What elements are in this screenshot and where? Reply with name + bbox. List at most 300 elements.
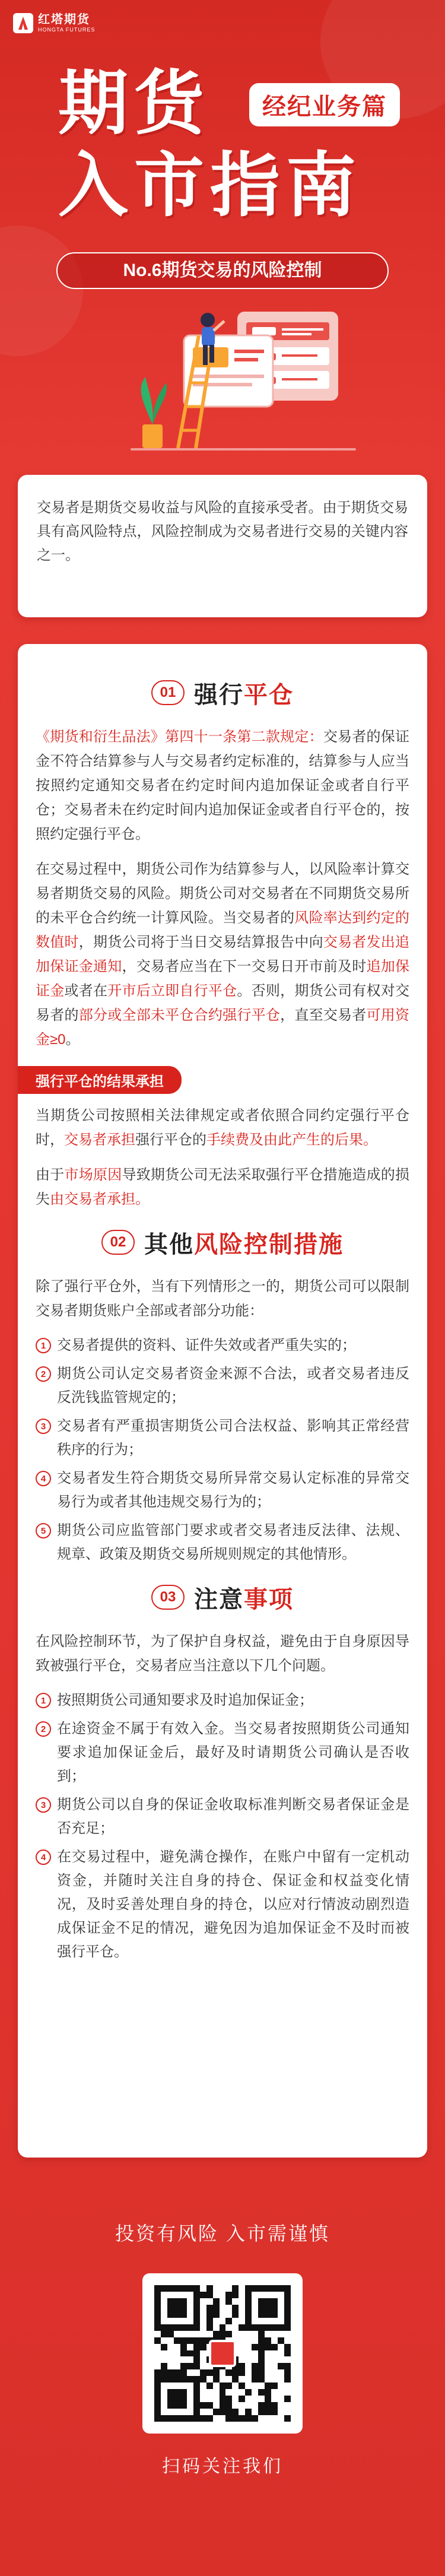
qr-module: [193, 2331, 200, 2337]
header-illustration: [119, 300, 368, 454]
qr-module: [213, 2383, 220, 2389]
qr-module: [239, 2337, 245, 2344]
qr-module: [167, 2318, 174, 2324]
qr-module: [220, 2376, 226, 2383]
qr-module: [206, 2389, 213, 2396]
highlight-text: 交易者承担: [64, 1132, 135, 1148]
qr-module: [284, 2369, 291, 2376]
qr-module: [278, 2383, 284, 2389]
list-item: [36, 1793, 409, 1841]
qr-module: [167, 2311, 174, 2318]
scan-caption: 扫码关注我们: [162, 2457, 283, 2476]
main-card: [18, 644, 427, 2158]
qr-module: [278, 2331, 284, 2337]
qr-module: [206, 2396, 213, 2402]
qr-module: [180, 2311, 187, 2318]
qr-module: [167, 2331, 174, 2337]
qr-module: [187, 2369, 193, 2376]
list-number-badge: 2: [36, 1366, 51, 1382]
section-title-part: 其他: [144, 1231, 194, 1258]
section-lead: 除了强行平仓外，当有下列情形之一的，期货公司可以限制交易者期货账户全部或者部分功能：: [36, 1279, 409, 1319]
qr-module: [225, 2409, 232, 2415]
qr-module: [180, 2298, 187, 2305]
qr-module: [220, 2396, 226, 2402]
list-number-badge: 3: [36, 1419, 51, 1434]
qr-module: [174, 2383, 180, 2389]
qr-module: [258, 2376, 265, 2383]
list-item-text: 期货公司应监管部门要求或者交易者违反法律、法规、规章、政策及期货交易所规则规定的其他情形。: [57, 1522, 409, 1562]
qr-module: [200, 2344, 206, 2350]
qr-module: [220, 2305, 226, 2311]
qr-module: [193, 2369, 200, 2376]
law-reference: 《期货和衍生品法》第四十一条第二款规定：: [36, 729, 323, 745]
qr-module: [154, 2318, 161, 2324]
highlight-text: 可用资金≥0: [36, 1007, 410, 1048]
qr-module: [258, 2396, 265, 2402]
qr-module: [154, 2396, 161, 2402]
qr-module: [193, 2344, 200, 2350]
qr-module: [200, 2415, 206, 2422]
qr-module: [213, 2331, 220, 2337]
notes-list: [36, 1689, 409, 1964]
qr-module: [154, 2337, 161, 2344]
qr-code[interactable]: [142, 2273, 303, 2434]
qr-module: [284, 2356, 291, 2363]
qr-module: [265, 2350, 271, 2357]
qr-module: [167, 2363, 174, 2369]
qr-module: [154, 2298, 161, 2305]
qr-module: [180, 2363, 187, 2369]
qr-module: [161, 2402, 167, 2409]
qr-module: [278, 2415, 284, 2422]
qr-module: [220, 2383, 226, 2389]
qr-module: [265, 2402, 271, 2409]
qr-module: [265, 2337, 271, 2344]
qr-module: [239, 2318, 245, 2324]
qr-module: [193, 2324, 200, 2331]
qr-module: [154, 2305, 161, 2311]
qr-module: [252, 2376, 258, 2383]
qr-module: [245, 2389, 252, 2396]
qr-module: [258, 2363, 265, 2369]
qr-module: [278, 2318, 284, 2324]
qr-module: [213, 2292, 220, 2298]
qr-module: [239, 2285, 245, 2292]
qr-module: [167, 2396, 174, 2402]
paragraph: [36, 725, 409, 846]
list-item-text: 在途资金不属于有效入金。当交易者按照期货公司通知要求追加保证金后，最好及时请期货公司确认是否收到；: [57, 1721, 409, 1784]
qr-module: [245, 2311, 252, 2318]
qr-module: [206, 2311, 213, 2318]
qr-module: [174, 2344, 180, 2350]
qr-module: [278, 2376, 284, 2383]
qr-module: [265, 2344, 271, 2350]
section-title-highlight: 平仓: [244, 681, 294, 708]
qr-module: [245, 2356, 252, 2363]
qr-module: [239, 2356, 245, 2363]
paragraph-text: 在交易过程中，期货公司作为结算参与人，以风险率计算交易者期货交易的风险。期货公司对交易者在不同期货交易所的未平仓合约统一计算风险。当交易者的: [36, 861, 409, 926]
qr-module: [245, 2305, 252, 2311]
qr-module: [239, 2311, 245, 2318]
qr-module: [180, 2383, 187, 2389]
qr-module: [232, 2415, 239, 2422]
qr-module: [225, 2292, 232, 2298]
qr-module: [265, 2376, 271, 2383]
qr-module: [206, 2324, 213, 2331]
qr-module: [167, 2402, 174, 2409]
qr-module: [239, 2344, 245, 2350]
qr-module: [278, 2369, 284, 2376]
qr-module: [154, 2383, 161, 2389]
qr-module: [225, 2305, 232, 2311]
qr-module: [252, 2350, 258, 2357]
qr-module: [180, 2376, 187, 2383]
paragraph-text: 强行平仓的: [135, 1132, 206, 1148]
qr-module: [187, 2376, 193, 2383]
qr-module: [252, 2292, 258, 2298]
qr-module: [284, 2318, 291, 2324]
qr-module: [284, 2383, 291, 2389]
list-number-badge: 1: [36, 1693, 51, 1708]
qr-module: [187, 2409, 193, 2415]
qr-module: [284, 2350, 291, 2357]
qr-module: [180, 2337, 187, 2344]
qr-module: [193, 2396, 200, 2402]
qr-module: [187, 2350, 193, 2357]
section-title: [194, 1581, 294, 1614]
qr-module: [220, 2409, 226, 2415]
qr-module: [187, 2331, 193, 2337]
qr-module: [154, 2331, 161, 2337]
qr-module: [265, 2292, 271, 2298]
qr-module: [161, 2292, 167, 2298]
section-title-highlight: 风险控制措施: [194, 1231, 344, 1258]
qr-module: [174, 2324, 180, 2331]
qr-module: [245, 2383, 252, 2389]
qr-module: [225, 2331, 232, 2337]
qr-module: [167, 2344, 174, 2350]
qr-module: [193, 2409, 200, 2415]
qr-module: [271, 2324, 278, 2331]
qr-module: [206, 2402, 213, 2409]
list-item: [36, 1519, 409, 1566]
qr-module: [213, 2396, 220, 2402]
qr-module: [187, 2311, 193, 2318]
qr-module: [174, 2337, 180, 2344]
qr-module: [213, 2318, 220, 2324]
qr-module: [232, 2376, 239, 2383]
qr-module: [245, 2318, 252, 2324]
qr-module: [167, 2298, 174, 2305]
list-item-text: 交易者提供的资料、证件失效或者严重失实的；: [57, 1337, 356, 1353]
qr-module: [232, 2409, 239, 2415]
qr-module: [161, 2376, 167, 2383]
qr-module: [213, 2311, 220, 2318]
qr-module: [258, 2369, 265, 2376]
qr-module: [193, 2389, 200, 2396]
qr-module: [200, 2389, 206, 2396]
qr-module: [193, 2376, 200, 2383]
qr-module: [271, 2298, 278, 2305]
qr-module: [271, 2415, 278, 2422]
qr-module: [154, 2363, 161, 2369]
qr-module: [180, 2324, 187, 2331]
qr-module: [193, 2356, 200, 2363]
section-title-highlight: 事项: [244, 1586, 294, 1613]
qr-module: [167, 2415, 174, 2422]
qr-module: [206, 2331, 213, 2337]
qr-module: [200, 2285, 206, 2292]
qr-module: [265, 2415, 271, 2422]
qr-module: [174, 2311, 180, 2318]
qr-module: [245, 2409, 252, 2415]
qr-module: [180, 2285, 187, 2292]
qr-code-pattern: [154, 2285, 291, 2422]
qr-module: [167, 2383, 174, 2389]
qr-module: [161, 2305, 167, 2311]
paragraph: [36, 857, 409, 1052]
qr-module: [271, 2363, 278, 2369]
qr-module: [252, 2409, 258, 2415]
list-item: [36, 1414, 409, 1462]
qr-module: [225, 2402, 232, 2409]
qr-module: [284, 2363, 291, 2369]
paragraph-text: ，期货公司将于当日交易结算报告中向: [78, 934, 323, 950]
qr-module: [206, 2318, 213, 2324]
section-title-part: 注意: [194, 1586, 244, 1613]
qr-module: [271, 2344, 278, 2350]
qr-module: [220, 2415, 226, 2422]
qr-module: [206, 2285, 213, 2292]
qr-module: [252, 2415, 258, 2422]
qr-module: [278, 2292, 284, 2298]
qr-module: [258, 2324, 265, 2331]
paragraph: [36, 1163, 409, 1211]
qr-module: [284, 2376, 291, 2383]
qr-module: [271, 2285, 278, 2292]
qr-module: [161, 2324, 167, 2331]
qr-module: [239, 2402, 245, 2409]
qr-module: [232, 2331, 239, 2337]
qr-module: [154, 2344, 161, 2350]
qr-module: [180, 2402, 187, 2409]
qr-module: [161, 2344, 167, 2350]
qr-module: [174, 2318, 180, 2324]
qr-module: [180, 2396, 187, 2402]
qr-module: [167, 2409, 174, 2415]
qr-module: [206, 2298, 213, 2305]
qr-module: [193, 2311, 200, 2318]
qr-module: [213, 2305, 220, 2311]
qr-module: [220, 2389, 226, 2396]
qr-module: [239, 2324, 245, 2331]
qr-module: [271, 2311, 278, 2318]
qr-module: [265, 2324, 271, 2331]
qr-module: [187, 2318, 193, 2324]
qr-module: [180, 2292, 187, 2298]
qr-module: [193, 2318, 200, 2324]
qr-module: [252, 2318, 258, 2324]
qr-module: [271, 2369, 278, 2376]
qr-module: [245, 2344, 252, 2350]
qr-module: [154, 2402, 161, 2409]
qr-module: [154, 2324, 161, 2331]
qr-module: [161, 2350, 167, 2357]
highlight-text: 手续费及由此产生的后果。: [206, 1132, 377, 1148]
qr-module: [154, 2376, 161, 2383]
header: [0, 0, 445, 463]
qr-module: [239, 2305, 245, 2311]
section-header-3: [36, 1578, 409, 1616]
list-item: [36, 1689, 409, 1712]
qr-module: [239, 2350, 245, 2357]
qr-module: [265, 2298, 271, 2305]
qr-module: [180, 2305, 187, 2311]
list-item: [36, 1467, 409, 1514]
qr-module: [154, 2415, 161, 2422]
qr-module: [245, 2369, 252, 2376]
qr-module: [200, 2298, 206, 2305]
qr-module: [271, 2402, 278, 2409]
qr-module: [187, 2285, 193, 2292]
section-number-badge: 02: [101, 1230, 135, 1255]
paragraph-text: 交易者的保证金不符合结算参与人与交易者约定标准的，结算参与人应当按照约定通知交易者在约定时间内追加保证金或者自行平仓；交易者未在约定时间内追加保证金或者自行平仓的，按照约定强行平仓。: [36, 729, 410, 842]
qr-module: [271, 2376, 278, 2383]
qr-module: [225, 2311, 232, 2318]
qr-module: [220, 2318, 226, 2324]
qr-module: [258, 2298, 265, 2305]
list-item: [36, 1717, 409, 1788]
qr-module: [258, 2383, 265, 2389]
qr-module: [271, 2350, 278, 2357]
qr-module: [206, 2376, 213, 2383]
qr-module: [284, 2396, 291, 2402]
qr-module: [161, 2311, 167, 2318]
list-item-text: 在交易过程中，避免满仓操作，在账户中留有一定机动资金，并随时关注自身的持仓、保证金和权益变化情况，及时妥善处理自身的持仓，以应对行情波动剧烈造成保证金不足的情况，避免因为追加保证金不及时而被强行平仓。: [57, 1849, 409, 1960]
qr-module: [278, 2311, 284, 2318]
qr-module: [232, 2292, 239, 2298]
qr-module: [258, 2344, 265, 2350]
qr-module: [174, 2402, 180, 2409]
qr-module: [239, 2409, 245, 2415]
qr-module: [213, 2402, 220, 2409]
qr-module: [225, 2383, 232, 2389]
qr-module: [161, 2318, 167, 2324]
qr-module: [200, 2292, 206, 2298]
qr-module: [258, 2318, 265, 2324]
qr-module: [180, 2389, 187, 2396]
qr-module: [258, 2356, 265, 2363]
qr-module: [239, 2292, 245, 2298]
qr-module: [174, 2376, 180, 2383]
qr-module: [252, 2402, 258, 2409]
qr-module: [265, 2363, 271, 2369]
qr-module: [220, 2292, 226, 2298]
list-item-text: 按照期货公司通知要求及时追加保证金；: [57, 1692, 313, 1708]
list-item-text: 交易者有严重损害期货公司合法权益、影响其正常经营秩序的行为；: [57, 1418, 409, 1458]
qr-module: [239, 2415, 245, 2422]
qr-module: [180, 2415, 187, 2422]
qr-module: [225, 2396, 232, 2402]
list-number-badge: 1: [36, 1338, 51, 1353]
list-item-text: 期货公司以自身的保证金收取标准判断交易者保证金是否充足；: [57, 1797, 409, 1836]
qr-module: [174, 2305, 180, 2311]
qr-module: [252, 2331, 258, 2337]
qr-module: [225, 2324, 232, 2331]
qr-module: [245, 2402, 252, 2409]
qr-module: [213, 2415, 220, 2422]
qr-module: [154, 2311, 161, 2318]
qr-module: [154, 2389, 161, 2396]
intro-card: [18, 475, 427, 617]
qr-module: [174, 2292, 180, 2298]
qr-module: [200, 2331, 206, 2337]
qr-module: [278, 2409, 284, 2415]
qr-module: [232, 2402, 239, 2409]
qr-module: [239, 2363, 245, 2369]
paragraph-text: 。否则，期货公司有权对交易者的: [36, 983, 410, 1023]
qr-module: [284, 2285, 291, 2292]
qr-module: [200, 2383, 206, 2389]
qr-module: [278, 2324, 284, 2331]
qr-module: [187, 2356, 193, 2363]
qr-module: [265, 2396, 271, 2402]
qr-module: [245, 2350, 252, 2357]
qr-module: [200, 2409, 206, 2415]
qr-module: [200, 2376, 206, 2383]
qr-module: [239, 2389, 245, 2396]
qr-module: [220, 2331, 226, 2337]
qr-module: [200, 2356, 206, 2363]
qr-module: [187, 2396, 193, 2402]
qr-module: [225, 2389, 232, 2396]
qr-module: [265, 2389, 271, 2396]
qr-module: [278, 2285, 284, 2292]
qr-module: [161, 2369, 167, 2376]
qr-module: [213, 2409, 220, 2415]
list-number-badge: 4: [36, 1849, 51, 1865]
highlight-text: 追加保证金: [36, 959, 410, 999]
qr-module: [174, 2356, 180, 2363]
qr-module: [193, 2415, 200, 2422]
qr-module: [225, 2415, 232, 2422]
qr-module: [161, 2396, 167, 2402]
qr-module: [220, 2311, 226, 2318]
qr-module: [278, 2389, 284, 2396]
qr-module: [200, 2311, 206, 2318]
qr-module: [284, 2324, 291, 2331]
qr-module: [265, 2409, 271, 2415]
qr-module: [206, 2415, 213, 2422]
qr-module: [200, 2363, 206, 2369]
qr-module: [174, 2350, 180, 2357]
qr-module: [167, 2376, 174, 2383]
qr-module: [225, 2318, 232, 2324]
qr-module: [239, 2331, 245, 2337]
qr-module: [284, 2337, 291, 2344]
qr-module: [193, 2292, 200, 2298]
qr-module: [239, 2369, 245, 2376]
qr-module: [271, 2356, 278, 2363]
qr-module: [239, 2298, 245, 2305]
qr-module: [252, 2311, 258, 2318]
qr-module: [271, 2396, 278, 2402]
qr-module: [200, 2324, 206, 2331]
qr-module: [213, 2324, 220, 2331]
qr-module: [239, 2376, 245, 2383]
qr-module: [258, 2331, 265, 2337]
qr-module: [154, 2369, 161, 2376]
